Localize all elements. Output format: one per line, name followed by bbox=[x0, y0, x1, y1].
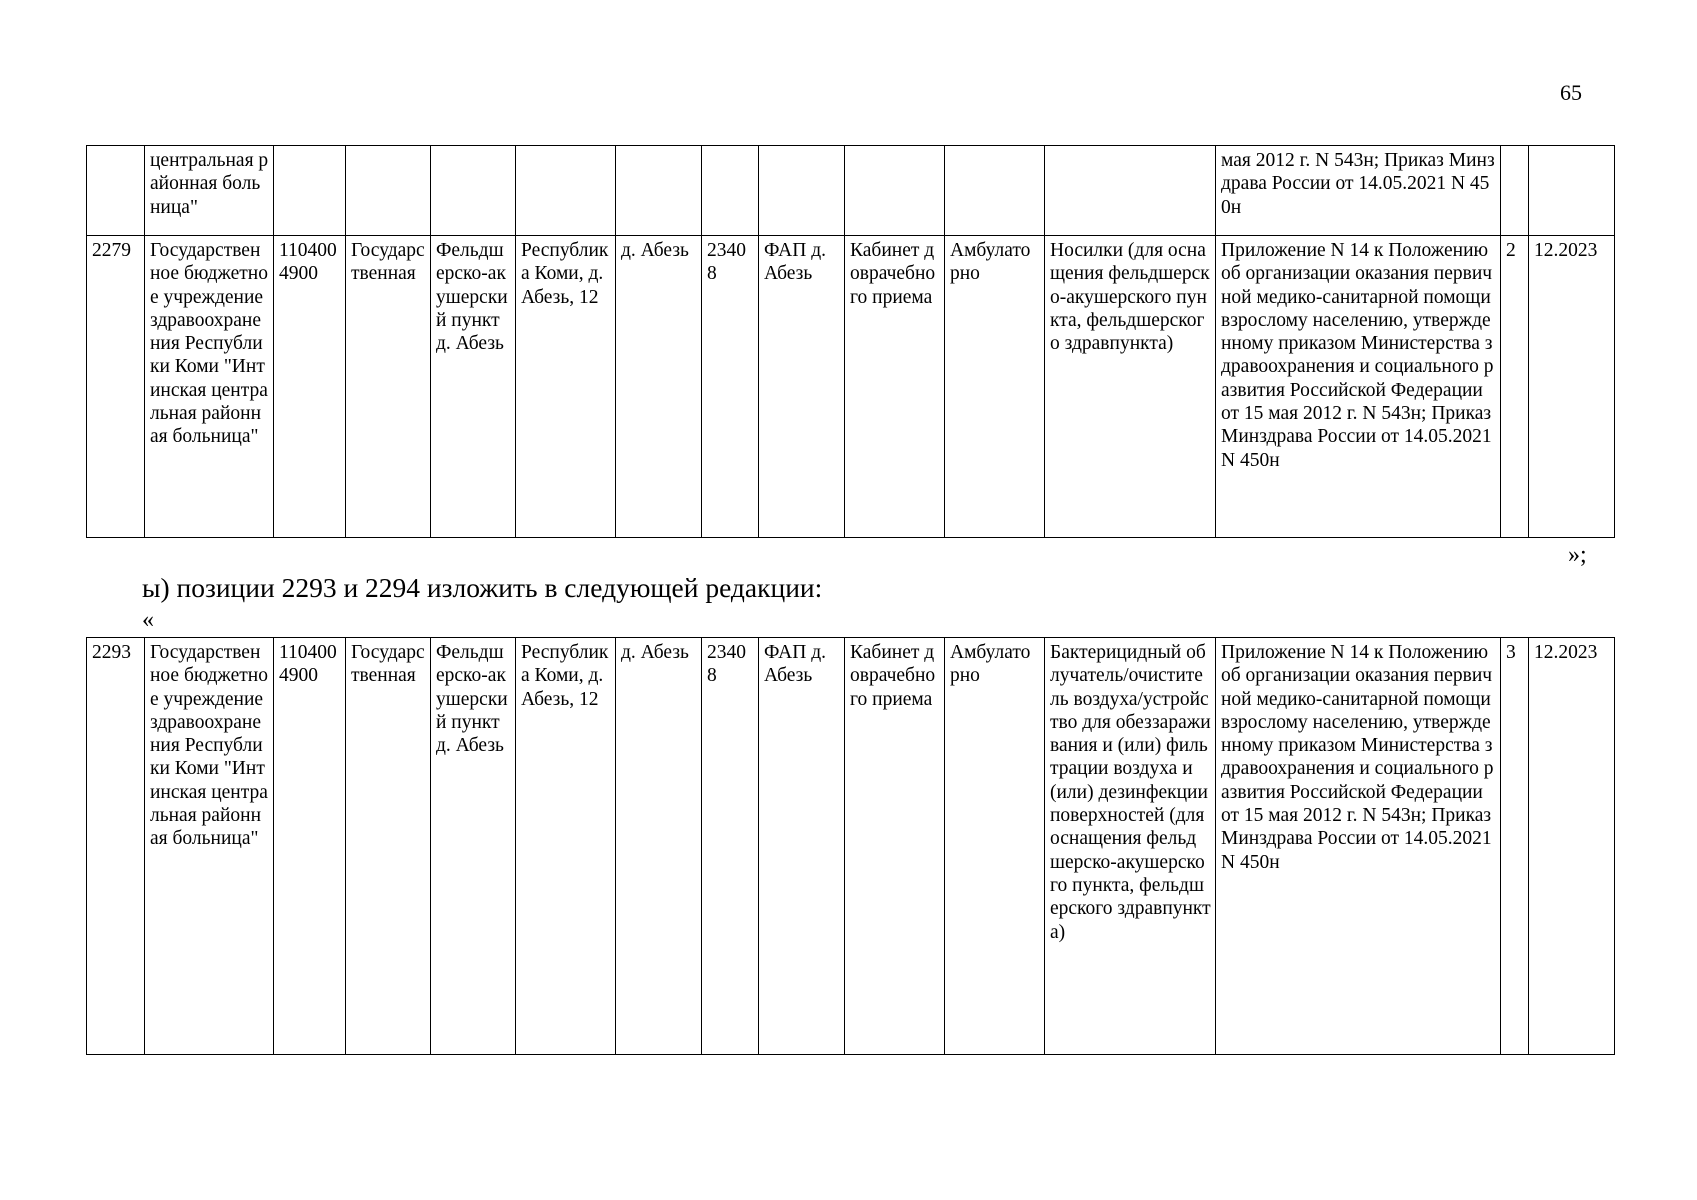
cell-locality bbox=[616, 146, 702, 236]
cell-address bbox=[516, 146, 616, 236]
cell-code: 1104004900 bbox=[274, 638, 346, 1055]
cell-locality: д. Абезь bbox=[616, 236, 702, 538]
cell-index: 23408 bbox=[702, 236, 759, 538]
cell-ownership bbox=[346, 146, 431, 236]
cell-ownership: Государственная bbox=[346, 638, 431, 1055]
table-row bbox=[87, 638, 1615, 1055]
cell-care-type bbox=[945, 146, 1045, 236]
cell-qty: 3 bbox=[1501, 638, 1529, 1055]
cell-locality: д. Абезь bbox=[616, 638, 702, 1055]
cell-care-type: Амбулаторно bbox=[945, 236, 1045, 538]
cell-ownership: Государственная bbox=[346, 236, 431, 538]
cell-org-name: центральная районная больница" bbox=[145, 146, 274, 236]
cell-care-type: Амбулаторно bbox=[945, 638, 1045, 1055]
opening-quote: « bbox=[142, 607, 154, 633]
cell-room: Кабинет доврачебного приема bbox=[845, 236, 945, 538]
cell-date bbox=[1529, 146, 1615, 236]
cell-date: 12.2023 bbox=[1529, 638, 1615, 1055]
cell-num: 2279 bbox=[87, 236, 145, 538]
amendment-instruction: ы) позиции 2293 и 2294 изложить в следующей редакции: bbox=[142, 572, 823, 603]
cell-index bbox=[702, 146, 759, 236]
cell-subdivision bbox=[431, 146, 516, 236]
equipment-table-top bbox=[86, 145, 1615, 538]
cell-unit: ФАП д. Абезь bbox=[759, 638, 845, 1055]
page-number: 65 bbox=[1560, 80, 1582, 105]
cell-date: 12.2023 bbox=[1529, 236, 1615, 538]
cell-code bbox=[274, 146, 346, 236]
cell-code: 1104004900 bbox=[274, 236, 346, 538]
cell-qty bbox=[1501, 146, 1529, 236]
cell-org-name: Государственное бюджетное учреждение здравоохранения Республики Коми "Интинская центральная районная больница" bbox=[145, 638, 274, 1055]
cell-qty: 2 bbox=[1501, 236, 1529, 538]
table-row bbox=[87, 236, 1615, 538]
cell-num bbox=[87, 146, 145, 236]
cell-room bbox=[845, 146, 945, 236]
cell-index: 23408 bbox=[702, 638, 759, 1055]
cell-equipment bbox=[1045, 146, 1216, 236]
closing-quote: »; bbox=[1568, 542, 1587, 568]
cell-num: 2293 bbox=[87, 638, 145, 1055]
equipment-table-bottom bbox=[86, 637, 1615, 1055]
cell-org-name: Государственное бюджетное учреждение здравоохранения Республики Коми "Интинская центральная районная больница" bbox=[145, 236, 274, 538]
cell-basis: Приложение N 14 к Положению об организации оказания первичной медико-санитарной помощи взрослому населению, утвержденному приказом Министерства здравоохранения и социального развития Российской Федерации от 15 мая 2012 г. N 543н; Приказ Минздрава России от 14.05.2021 N 450н bbox=[1216, 236, 1501, 538]
table-row bbox=[87, 146, 1615, 236]
cell-equipment: Носилки (для оснащения фельдшерско-акушерского пункта, фельдшерского здравпункта) bbox=[1045, 236, 1216, 538]
cell-basis: мая 2012 г. N 543н; Приказ Минздрава России от 14.05.2021 N 450н bbox=[1216, 146, 1501, 236]
cell-equipment: Бактерицидный облучатель/очиститель воздуха/устройство для обеззараживания и (или) фильтрации воздуха и (или) дезинфекции поверхностей (для оснащения фельдшерско-акушерского пункта, фельдшерского здравпункта) bbox=[1045, 638, 1216, 1055]
cell-unit bbox=[759, 146, 845, 236]
cell-subdivision: Фельдшерско-акушерский пункт д. Абезь bbox=[431, 236, 516, 538]
cell-address: Республика Коми, д. Абезь, 12 bbox=[516, 638, 616, 1055]
cell-address: Республика Коми, д. Абезь, 12 bbox=[516, 236, 616, 538]
cell-basis: Приложение N 14 к Положению об организации оказания первичной медико-санитарной помощи взрослому населению, утвержденному приказом Министерства здравоохранения и социального развития Российской Федерации от 15 мая 2012 г. N 543н; Приказ Минздрава России от 14.05.2021 N 450н bbox=[1216, 638, 1501, 1055]
cell-room: Кабинет доврачебного приема bbox=[845, 638, 945, 1055]
cell-subdivision: Фельдшерско-акушерский пункт д. Абезь bbox=[431, 638, 516, 1055]
cell-unit: ФАП д. Абезь bbox=[759, 236, 845, 538]
